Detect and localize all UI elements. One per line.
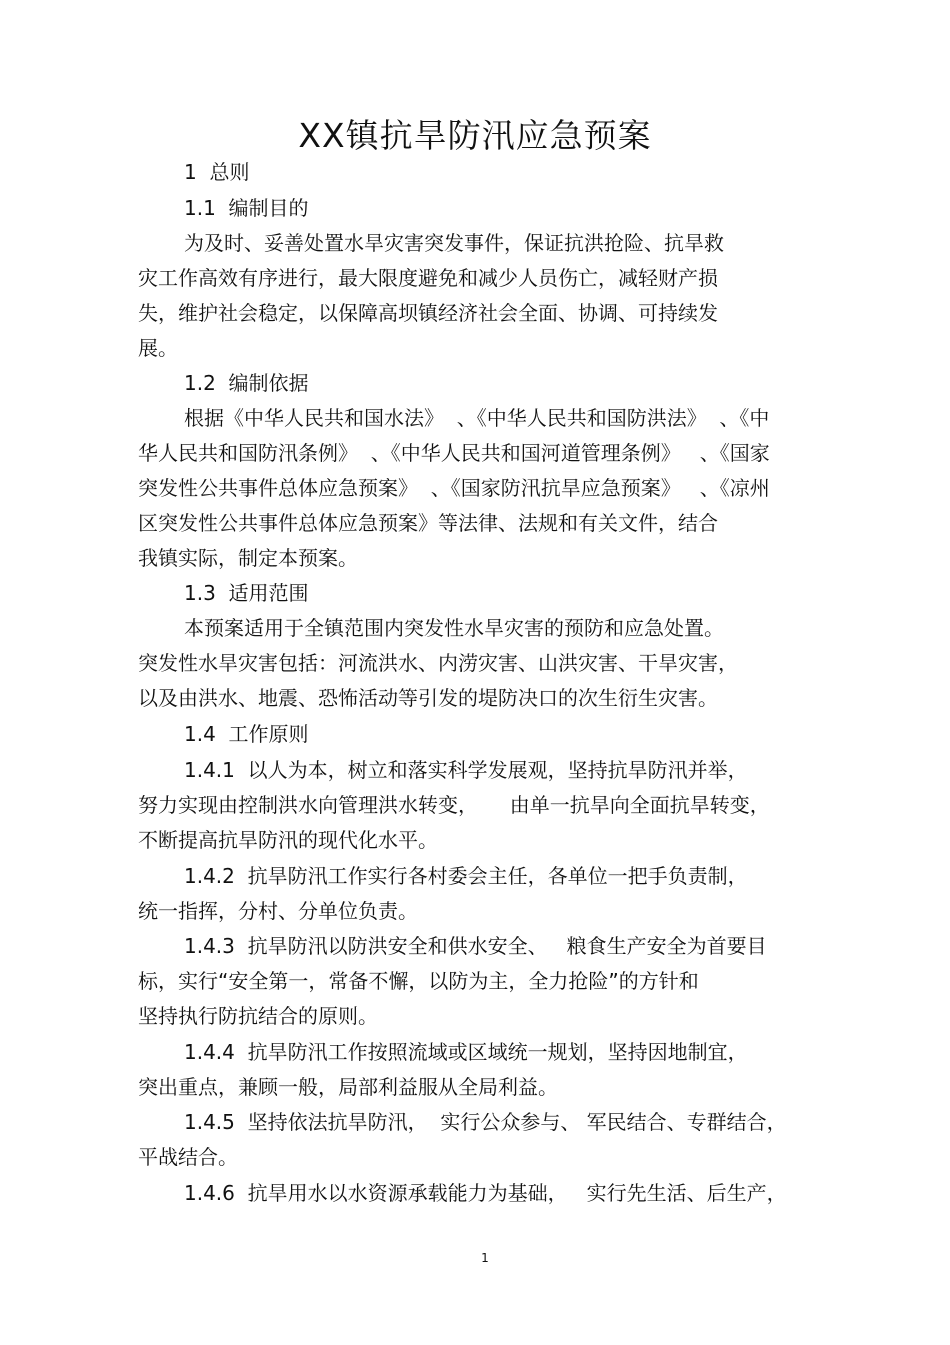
paragraph-line: 平战结合。 <box>138 1145 238 1169</box>
paragraph-line: 努力实现由控制洪水向管理洪水转变， 由单一抗旱向全面抗旱转变， <box>138 793 770 817</box>
paragraph-line: 突出重点，兼顾一般，局部利益服从全局利益。 <box>138 1075 558 1099</box>
paragraph-line: 区突发性公共事件总体应急预案》等法律、法规和有关文件，结合 <box>138 511 718 535</box>
heading-1-2: 1.2 编制依据 <box>184 371 309 395</box>
heading-1-1: 1.1 编制目的 <box>184 196 309 220</box>
paragraph-line: 1.4.2 抗旱防汛工作实行各村委会主任，各单位一把手负责制， <box>184 864 748 888</box>
paragraph-line: 1.4.4 抗旱防汛工作按照流域或区域统一规划，坚持因地制宜， <box>184 1040 748 1064</box>
paragraph-line: 1.4.5 坚持依法抗旱防汛， 实行公众参与、 军民结合、专群结合， <box>184 1110 787 1134</box>
paragraph-line: 不断提高抗旱防汛的现代化水平。 <box>138 828 438 852</box>
document-title: XX镇抗旱防汛应急预案 <box>298 116 652 155</box>
paragraph-line: 展。 <box>138 336 178 360</box>
paragraph-line: 为及时、妥善处置水旱灾害突发事件，保证抗洪抢险、抗旱救 <box>184 231 724 255</box>
paragraph-line: 本预案适用于全镇范围内突发性水旱灾害的预防和应急处置。 <box>184 616 724 640</box>
paragraph-line: 以及由洪水、地震、恐怖活动等引发的堤防决口的次生衍生灾害。 <box>138 686 718 710</box>
paragraph-line: 突发性水旱灾害包括：河流洪水、内涝灾害、山洪灾害、干旱灾害， <box>138 651 738 675</box>
paragraph-line: 1.4.6 抗旱用水以水资源承载能力为基础， 实行先生活、后生产， <box>184 1181 787 1205</box>
paragraph-line: 华人民共和国防汛条例》 、《中华人民共和国河道管理条例》 、《国家 <box>138 441 770 465</box>
heading-1: 1 总则 <box>184 160 250 184</box>
paragraph-line: 1.4.1 以人为本，树立和落实科学发展观，坚持抗旱防汛并举， <box>184 758 748 782</box>
heading-1-3: 1.3 适用范围 <box>184 581 309 605</box>
paragraph-line: 我镇实际，制定本预案。 <box>138 546 358 570</box>
paragraph-line: 突发性公共事件总体应急预案》 、《国家防汛抗旱应急预案》 、《凉州 <box>138 476 770 500</box>
paragraph-line: 灾工作高效有序进行，最大限度避免和减少人员伤亡，减轻财产损 <box>138 266 718 290</box>
paragraph-line: 统一指挥，分村、分单位负责。 <box>138 899 418 923</box>
paragraph-line: 失，维护社会稳定，以保障高坝镇经济社会全面、协调、可持续发 <box>138 301 718 325</box>
paragraph-line: 根据《中华人民共和国水法》 、《中华人民共和国防洪法》 、《中 <box>184 406 770 430</box>
paragraph-line: 1.4.3 抗旱防汛以防洪安全和供水安全、 粮食生产安全为首要目 <box>184 934 767 958</box>
paragraph-line: 标，实行“安全第一，常备不懈，以防为主，全力抢险”的方针和 <box>138 969 699 993</box>
page-number: 1 <box>481 1251 489 1265</box>
paragraph-line: 坚持执行防抗结合的原则。 <box>138 1004 378 1028</box>
heading-1-4: 1.4 工作原则 <box>184 722 309 746</box>
